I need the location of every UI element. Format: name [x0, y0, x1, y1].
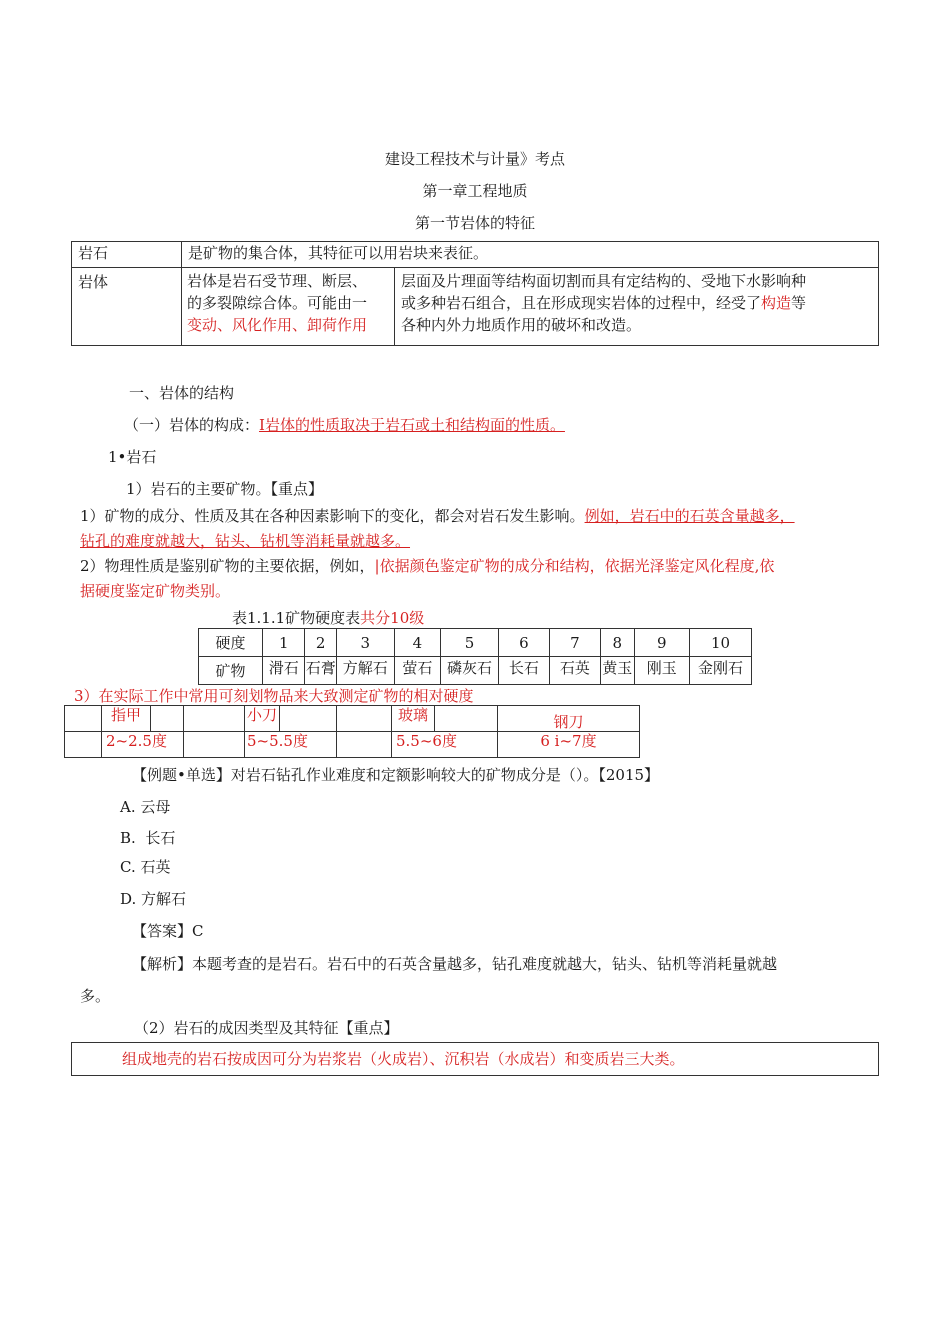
hardness-caption-text: 表1.1.1矿物硬度表 — [232, 609, 361, 627]
scratch-cell-steel-knife-hardness: 6 i~7度 — [540, 732, 597, 750]
hardness-cell: 4 — [394, 629, 441, 657]
rock-definition-table — [71, 241, 879, 346]
scratch-cell — [337, 706, 392, 732]
rockmass-definition-left — [182, 268, 395, 346]
heading-main-minerals: 1）岩石的主要矿物。【重点】 — [126, 480, 324, 498]
scratch-cell-fingernail: 指甲 — [110, 706, 141, 724]
rock-classes-box — [71, 1042, 879, 1076]
mineral-cell: 黄玉 — [602, 658, 633, 677]
rockmass-left-line2: 的多裂隙综合体。可能由一 — [187, 293, 368, 312]
rockmass-right-red: 构造 — [761, 293, 792, 312]
rockmass-left-line1: 岩体是岩石受节理、断层、 — [187, 272, 368, 290]
paragraph-1-red-b: 钻孔的难度就越大，钻头、钻机等消耗量就越多。 — [80, 532, 411, 550]
heading-structure: 一、岩体的结构 — [129, 384, 235, 402]
paragraph-2-line1 — [80, 557, 774, 575]
mineral-cell: 滑石 — [268, 658, 299, 677]
hardness-cell: 9 — [634, 629, 689, 657]
rockmass-right-line2-end: 等 — [791, 293, 807, 312]
scratch-hardness-table — [64, 705, 640, 758]
heading-rock: 1•岩石 — [108, 448, 157, 466]
rock-definition: 是矿物的集合体，其特征可以用岩块来表征。 — [182, 242, 879, 268]
hardness-cell: 3 — [336, 629, 394, 657]
hardness-cell: 6 — [498, 629, 549, 657]
rockmass-right-line3: 各种内外力地质作用的破坏和改造。 — [401, 315, 642, 334]
mineral-cell: 金刚石 — [698, 658, 744, 677]
scratch-cell — [435, 706, 498, 732]
quiz-option-b: B. 长石 — [120, 829, 176, 847]
scratch-cell — [65, 732, 102, 758]
mineral-cell: 萤石 — [402, 658, 433, 677]
rockmass-right-line1: 层面及片理面等结构面切割而具有定结构的、受地下水影响种 — [401, 272, 807, 290]
scratch-cell-steel-knife: 钢刀 — [498, 706, 640, 732]
mineral-cell: 方解石 — [342, 658, 388, 677]
rockmass-definition-right — [395, 268, 879, 346]
rockmass-right-line2 — [401, 293, 872, 315]
quiz-analysis-line2: 多。 — [80, 987, 111, 1005]
paragraph-1-red-a: 例如，岩石中的石英含量越多， — [584, 507, 795, 525]
hardness-cell: 1 — [263, 629, 305, 657]
hardness-header: 硬度 — [199, 629, 263, 657]
heading-composition-red: I岩体的性质取决于岩石或土和结构面的性质。 — [259, 416, 565, 434]
mineral-cell: 刚玉 — [646, 658, 677, 677]
section-title: 第一节岩体的特征 — [414, 214, 535, 232]
paragraph-3: 3）在实际工作中常用可刻划物品来大致测定矿物的相对硬度 — [74, 687, 474, 705]
rockmass-left-line3: 变动、风化作用、卸荷作用 — [187, 315, 368, 334]
heading-rock-genesis: （2）岩石的成因类型及其特征【重点】 — [134, 1019, 399, 1037]
scratch-cell-glass: 玻璃 — [397, 706, 428, 724]
scratch-cell — [280, 706, 337, 732]
scratch-cell — [65, 706, 102, 732]
scratch-cell — [184, 732, 245, 758]
quiz-option-a: A. 云母 — [120, 798, 171, 816]
document-title: 建设工程技术与计量》考点 — [384, 150, 565, 168]
hardness-cell: 5 — [441, 629, 499, 657]
quiz-answer: 【答案】C — [132, 922, 204, 940]
quiz-option-d: D. 方解石 — [120, 890, 187, 908]
scratch-cell — [337, 732, 392, 758]
rockmass-right-line2-text: 或多种岩石组合，且在形成现实岩体的过程中，经受了 — [401, 293, 762, 312]
paragraph-1-black: 1）矿物的成分、性质及其在各种因素影响下的变化，都会对岩石发生影响。 — [80, 507, 585, 525]
paragraph-2-black: 2）物理性质是鉴别矿物的主要依据，例如， — [80, 557, 375, 575]
scratch-cell-knife-hardness: 5~5.5度 — [247, 732, 308, 750]
scratch-cell-knife: 小刀 — [246, 706, 277, 724]
paragraph-2-red-a: |依据颜色鉴定矿物的成分和结构，依据光泽鉴定风化程度,依 — [374, 557, 775, 575]
mineral-cell: 长石 — [508, 658, 539, 677]
quiz-option-c: C. 石英 — [120, 858, 171, 876]
scratch-cell — [151, 706, 184, 732]
hardness-caption-red: 共分10级 — [360, 609, 425, 627]
hardness-cell: 2 — [305, 629, 337, 657]
quiz-analysis-line1: 【解析】本题考查的是岩石。岩石中的石英含量越多，钻孔难度就越大，钻头、钻机等消耗量就越 — [132, 955, 778, 973]
hardness-cell: 7 — [549, 629, 600, 657]
mineral-cell: 石英 — [559, 658, 590, 677]
mineral-cell: 石膏 — [305, 658, 336, 677]
rockmass-label: 岩体 — [72, 268, 182, 346]
paragraph-2-red-b: 据硬度鉴定矿物类别。 — [80, 582, 231, 600]
scratch-cell-glass-hardness: 5.5~6度 — [396, 732, 457, 750]
scratch-cell-fingernail-hardness: 2~2.5度 — [106, 732, 167, 750]
hardness-table — [198, 628, 752, 685]
hardness-cell: 10 — [690, 629, 752, 657]
rock-label: 岩石 — [72, 242, 182, 268]
heading-composition-prefix: （一）岩体的构成： — [124, 416, 260, 434]
rock-classes-text: 组成地壳的岩石按成因可分为岩浆岩（火成岩）、沉积岩（水成岩）和变质岩三大类。 — [122, 1050, 685, 1068]
quiz-question: 【例题•单选】对岩石钻孔作业难度和定额影响较大的矿物成分是（）。【2015】 — [132, 766, 660, 784]
mineral-header: 矿物 — [199, 657, 263, 685]
chapter-title: 第一章工程地质 — [422, 182, 528, 200]
hardness-table-caption — [232, 609, 424, 627]
paragraph-1-line1 — [80, 507, 795, 525]
hardness-cell: 8 — [600, 629, 634, 657]
scratch-cell — [184, 706, 245, 732]
heading-composition — [124, 416, 565, 434]
mineral-cell: 磷灰石 — [447, 658, 493, 677]
